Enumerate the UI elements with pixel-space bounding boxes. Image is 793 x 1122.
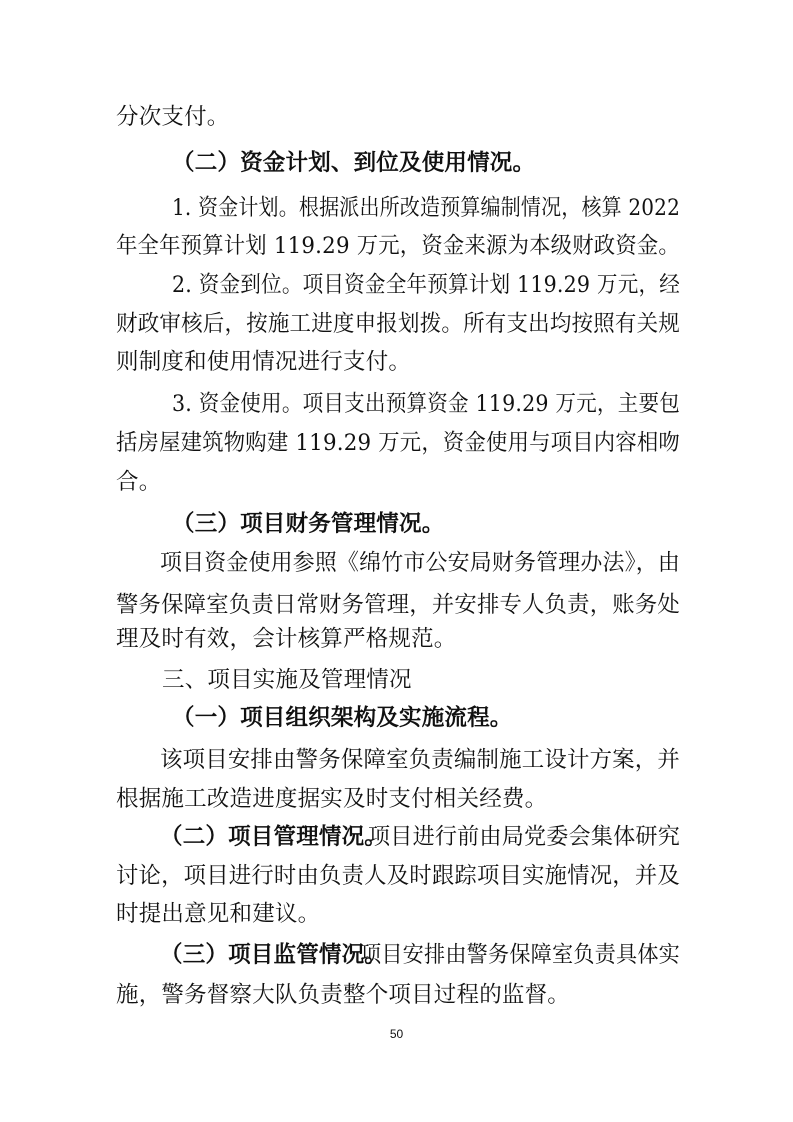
paragraph-line bbox=[0, 231, 793, 261]
paragraph-line bbox=[0, 624, 793, 654]
paragraph-line bbox=[0, 548, 793, 578]
text-line: 分次支付。 bbox=[116, 104, 230, 130]
paragraph-line bbox=[0, 102, 793, 132]
text-line: 该项目安排由警务保障室负责编制施工设计方案，并 bbox=[160, 747, 681, 773]
subheading-text: （三）项目财务管理情况。 bbox=[172, 511, 445, 537]
text-line: 项目资金使用参照《绵竹市公安局财务管理办法》，由 bbox=[160, 550, 681, 576]
paragraph-line bbox=[0, 428, 793, 458]
paragraph-line bbox=[0, 745, 793, 775]
inline-heading: （二）项目管理情况。 bbox=[160, 824, 388, 850]
subheading-org bbox=[0, 703, 793, 733]
paragraph-line bbox=[0, 940, 793, 970]
text-line: 则制度和使用情况进行支付。 bbox=[116, 349, 412, 375]
subheading-finance bbox=[0, 509, 793, 539]
text-line: 1. 资金计划。根据派出所改造预算编制情况，核算 2022 bbox=[172, 195, 680, 221]
paragraph-line bbox=[0, 980, 793, 1010]
text-line: 项目安排由警务保障室负责具体实 bbox=[360, 942, 681, 968]
paragraph-line bbox=[0, 309, 793, 339]
text-line: 讨论，项目进行时由负责人及时跟踪项目实施情况，并及 bbox=[116, 863, 680, 889]
inline-heading: （三）项目监管情况。 bbox=[160, 942, 388, 968]
paragraph-line bbox=[0, 784, 793, 814]
text-line: 括房屋建筑物购建 119.29 万元，资金使用与项目内容相吻 bbox=[116, 430, 680, 456]
paragraph-line bbox=[0, 270, 793, 300]
text-line: 财政审核后，按施工进度申报划拨。所有支出均按照有关规 bbox=[116, 311, 680, 337]
paragraph-line bbox=[0, 389, 793, 419]
subheading-funds bbox=[0, 148, 793, 178]
subheading-text: （二）资金计划、到位及使用情况。 bbox=[172, 150, 536, 176]
subheading-text: （一）项目组织架构及实施流程。 bbox=[172, 705, 513, 731]
paragraph-line bbox=[0, 822, 793, 852]
paragraph-line bbox=[0, 861, 793, 891]
paragraph-line bbox=[0, 467, 793, 497]
paragraph-line bbox=[0, 193, 793, 223]
text-line: 合。 bbox=[116, 469, 162, 495]
text-line: 项目进行前由局党委会集体研究 bbox=[368, 824, 680, 850]
text-line: 3. 资金使用。项目支出预算资金 119.29 万元，主要包 bbox=[172, 391, 681, 417]
text-line: 根据施工改造进度据实及时支付相关经费。 bbox=[116, 786, 548, 812]
section-heading-text: 三、项目实施及管理情况 bbox=[162, 667, 412, 693]
text-line: 时提出意见和建议。 bbox=[116, 901, 321, 927]
paragraph-line bbox=[0, 590, 793, 620]
paragraph-line bbox=[0, 347, 793, 377]
text-line: 年全年预算计划 119.29 万元，资金来源为本级财政资金。 bbox=[116, 233, 680, 259]
text-line: 2. 资金到位。项目资金全年预算计划 119.29 万元，经 bbox=[172, 272, 681, 298]
text-line: 理及时有效，会计核算严格规范。 bbox=[116, 626, 457, 652]
text-line: 警务保障室负责日常财务管理，并安排专人负责，账务处 bbox=[116, 592, 680, 618]
paragraph-line bbox=[0, 899, 793, 929]
section-heading bbox=[0, 665, 793, 695]
text-line: 施，警务督察大队负责整个项目过程的监督。 bbox=[116, 982, 571, 1008]
page-number: 50 bbox=[389, 1027, 404, 1041]
